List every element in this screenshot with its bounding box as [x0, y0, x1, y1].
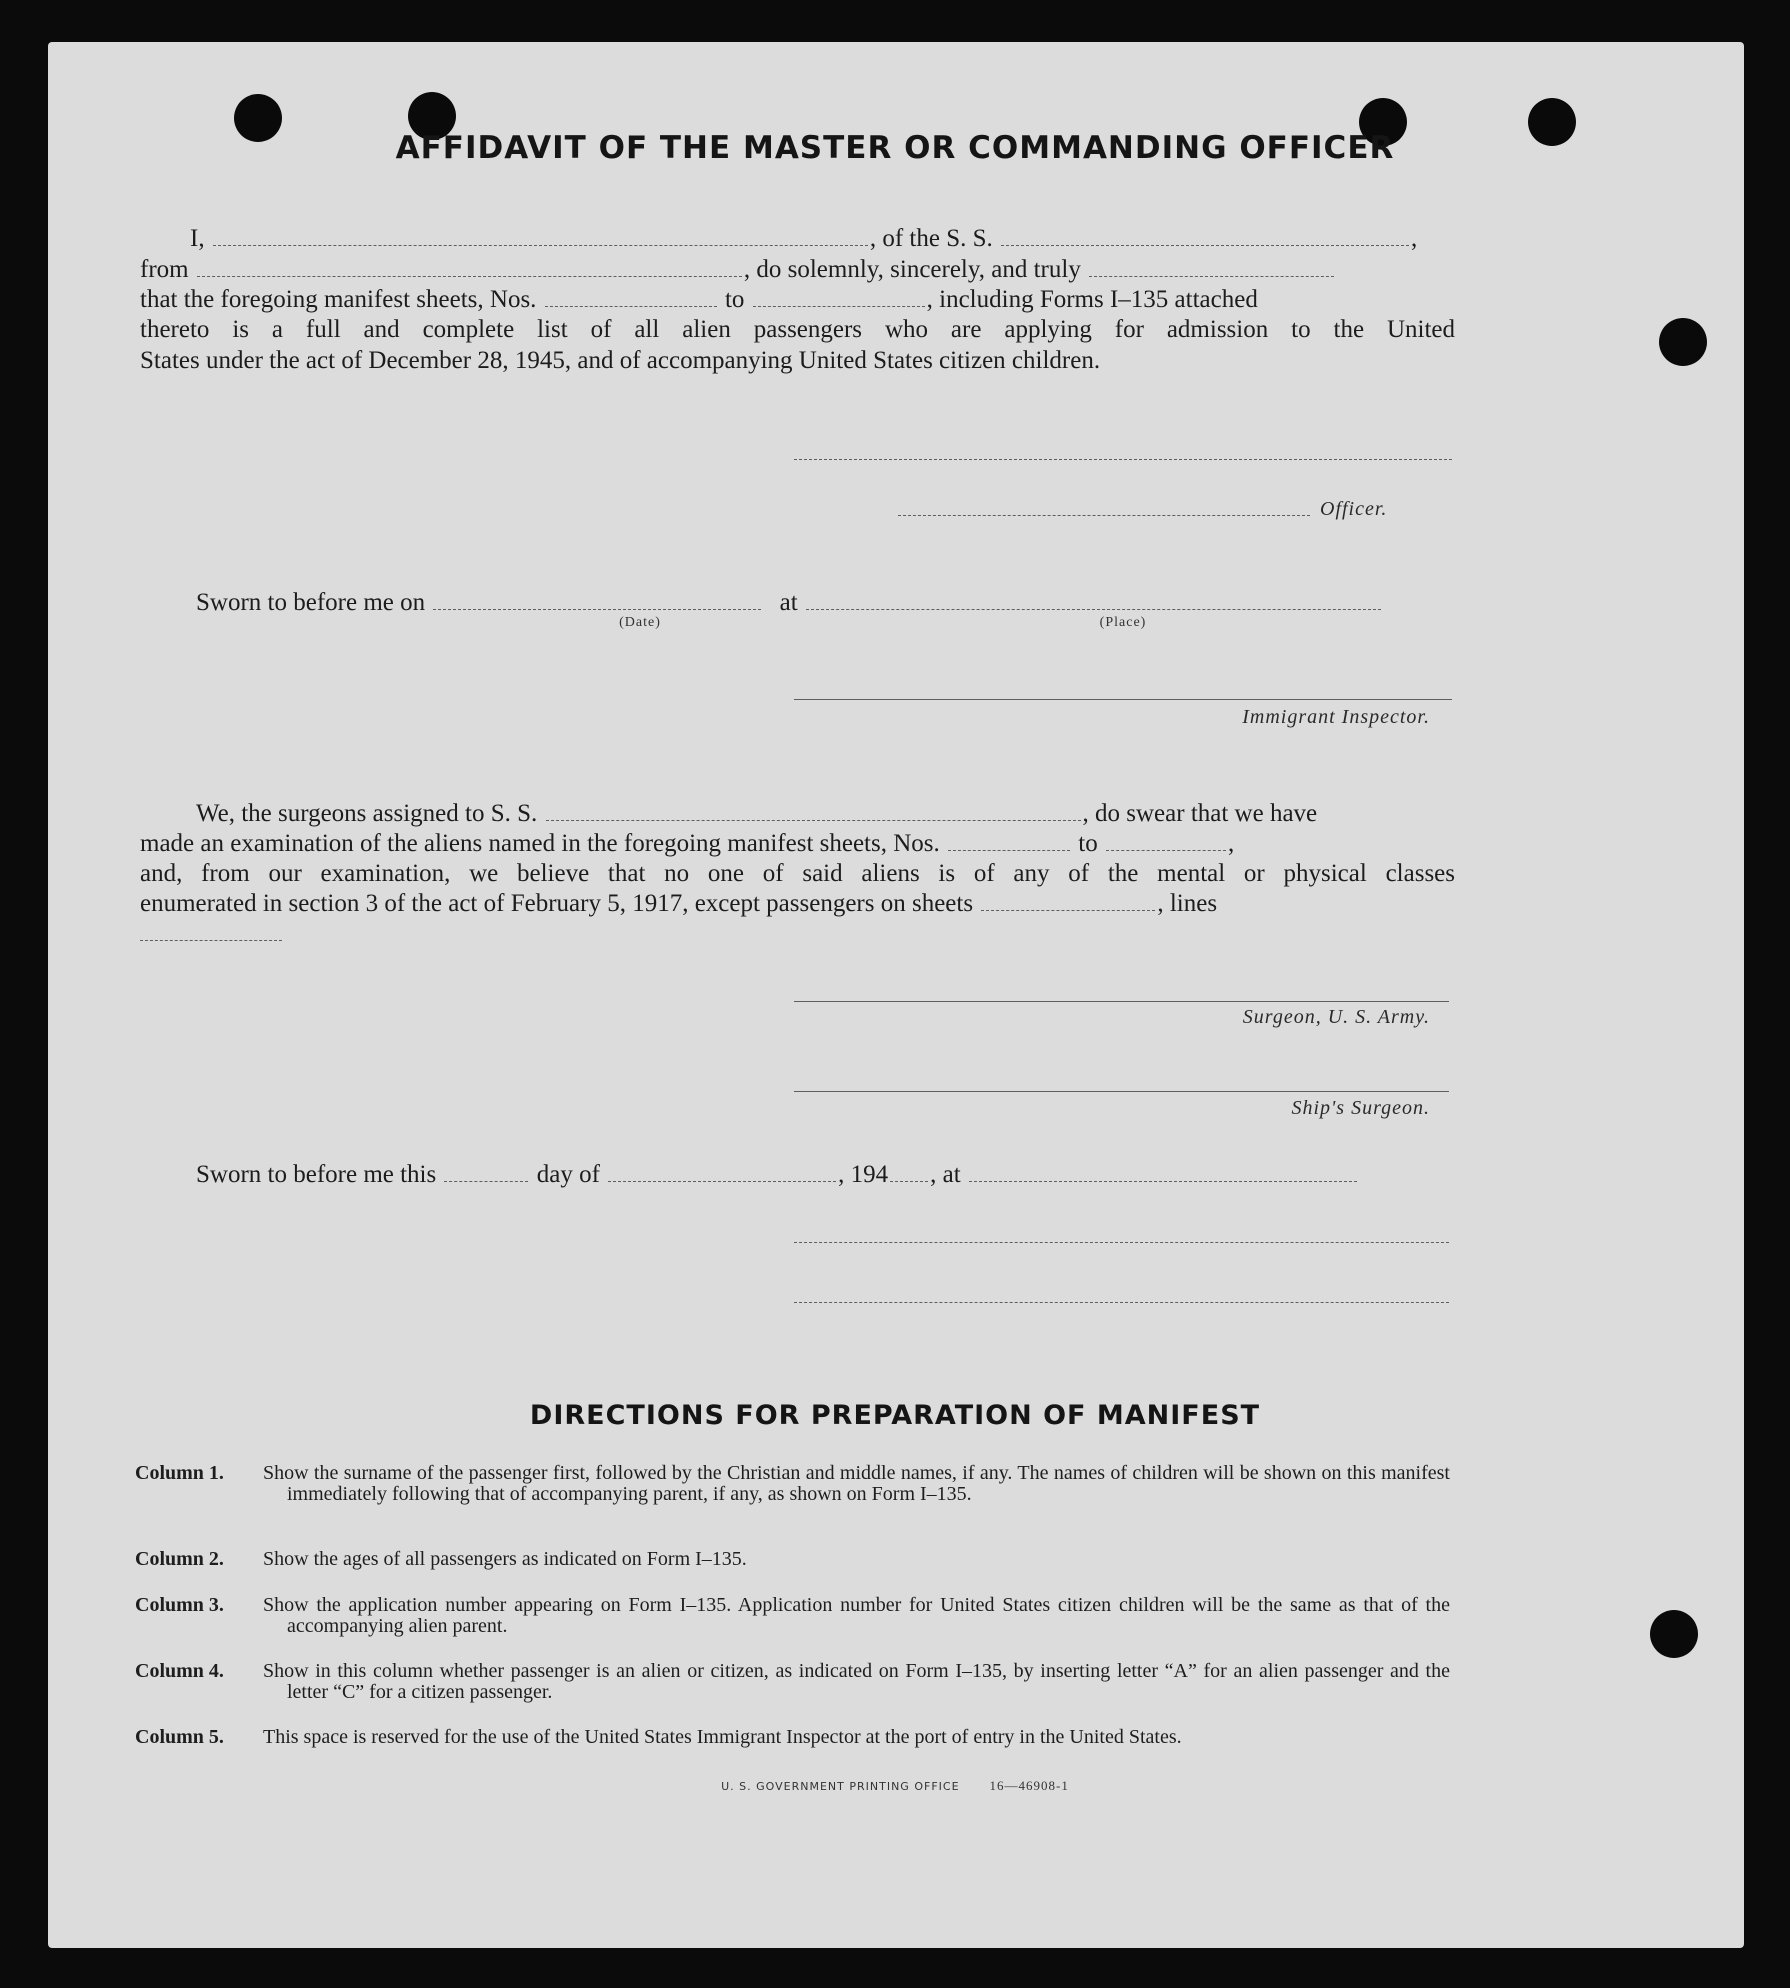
sworn-year-field[interactable] — [890, 1180, 928, 1182]
printer-footer — [0, 1778, 1790, 1794]
master-line-5: States under the act of December 28, 1945, and of accompanying United States citizen children. — [140, 347, 1101, 374]
sworn-place-field[interactable] — [806, 608, 1381, 610]
inspector-signature-line[interactable] — [794, 698, 1452, 700]
master-text: I, — [190, 225, 205, 252]
sheet-to-field[interactable] — [753, 305, 925, 307]
surgeons-text: to — [1078, 830, 1098, 857]
master-text: , do solemnly, sincerely, and truly — [743, 256, 1081, 283]
ship-name-field[interactable] — [1001, 244, 1409, 246]
ships-surgeon-label: Ship's Surgeon. — [1291, 1097, 1430, 1119]
direction-text: Show in this column whether passenger is an alien or citizen, as indicated on Form I–135, by inserting letter “A” for an alien passenger and the letter “C” for a citizen passenger. — [263, 1660, 1450, 1703]
punch-hole — [1659, 318, 1707, 366]
surgeons-text: made an examination of the aliens named in the foregoing manifest sheets, Nos. — [140, 830, 940, 857]
surgeons-sheet-to-field[interactable] — [1106, 849, 1226, 851]
direction-text: Show the ages of all passengers as indicated on Form I–135. — [263, 1548, 747, 1570]
officer-signature-line[interactable] — [794, 458, 1452, 460]
sworn-date-field[interactable] — [433, 608, 761, 610]
master-line-4: thereto is a full and complete list of all alien passengers who are applying for admission to the United — [140, 316, 1455, 343]
affidavit-title: AFFIDAVIT OF THE MASTER OR COMMANDING OFFICER — [395, 130, 1395, 166]
sworn-text: , at — [930, 1161, 961, 1188]
sworn-month-field[interactable] — [608, 1180, 836, 1182]
sworn-text: day of — [536, 1161, 600, 1188]
officer-label: Officer. — [1320, 498, 1388, 520]
surgeons-text: enumerated in section 3 of the act of February 5, 1917, except passengers on sheets — [140, 890, 974, 917]
date-caption: (Date) — [619, 615, 661, 630]
direction-column-label: Column 5. — [135, 1726, 224, 1748]
surgeons-text: , lines — [1157, 890, 1218, 917]
master-text: , of the S. S. — [869, 225, 993, 252]
direction-column-label: Column 2. — [135, 1548, 224, 1570]
sworn-text: Sworn to before me this — [196, 1161, 437, 1188]
direction-text: This space is reserved for the use of the United States Immigrant Inspector at the port of entry in the United States. — [263, 1726, 1182, 1748]
sworn-date-line — [196, 587, 1456, 618]
surgeons-text: We, the surgeons assigned to S. S. — [196, 800, 538, 827]
sworn-at-field[interactable] — [969, 1180, 1357, 1182]
sworn-at: at — [779, 589, 798, 616]
master-line-2 — [140, 254, 1455, 285]
direction-item — [135, 1661, 1450, 1703]
punch-hole — [1650, 1610, 1698, 1658]
master-line-1 — [140, 223, 1455, 254]
sworn-day-line — [196, 1159, 1456, 1190]
sworn-text: , 194 — [838, 1161, 889, 1188]
from-port-field[interactable] — [197, 275, 742, 277]
surgeons-line-3: and, from our examination, we believe that no one of said aliens is of any of the mental or physical classes — [140, 860, 1455, 887]
master-line-3 — [140, 284, 1455, 315]
direction-column-label: Column 3. — [135, 1594, 224, 1616]
master-name-field[interactable] — [213, 244, 868, 246]
ships-surgeon-signature-line[interactable] — [794, 1090, 1449, 1092]
direction-item — [135, 1549, 1450, 1570]
master-text: to — [724, 286, 745, 313]
direction-item — [135, 1727, 1450, 1748]
form-code: 16—46908-1 — [989, 1778, 1069, 1793]
surgeons-text: , do swear that we have — [1082, 800, 1318, 827]
surgeons-sheet-from-field[interactable] — [948, 849, 1070, 851]
direction-text: Show the application number appearing on Form I–135. Application number for United States citizen children will be the same as that of the accompanying alien parent. — [263, 1594, 1450, 1637]
master-text: , including Forms I–135 attached — [926, 286, 1258, 313]
except-sheets-field[interactable] — [981, 909, 1155, 911]
surgeons-text: , — [1227, 830, 1235, 857]
master-text: , — [1411, 225, 1418, 252]
place-caption: (Place) — [1099, 615, 1147, 630]
surgeons-line-1 — [140, 798, 1455, 829]
sworn-text: Sworn to before me on — [196, 589, 426, 616]
inspector-label: Immigrant Inspector. — [1242, 706, 1430, 728]
sheet-from-field[interactable] — [545, 305, 717, 307]
direction-column-label: Column 4. — [135, 1660, 224, 1682]
army-surgeon-signature-line[interactable] — [794, 1000, 1449, 1002]
printer-name: U. S. GOVERNMENT PRINTING OFFICE — [721, 1780, 960, 1793]
oath-type-field[interactable] — [1089, 275, 1334, 277]
surgeons-line-2 — [140, 828, 1455, 859]
direction-item — [135, 1463, 1450, 1505]
except-lines-field[interactable] — [140, 939, 282, 941]
direction-column-label: Column 1. — [135, 1462, 224, 1484]
army-surgeon-label: Surgeon, U. S. Army. — [1242, 1006, 1430, 1028]
surgeons-line-4 — [140, 888, 1455, 919]
directions-title: DIRECTIONS FOR PREPARATION OF MANIFEST — [529, 1400, 1261, 1431]
surgeons-ship-field[interactable] — [546, 819, 1081, 821]
direction-text: Show the surname of the passenger first, followed by the Christian and middle names, if any. The names of children will be shown on this manifest immediately following that of accompanying parent, if any, as shown on Form I–135. — [263, 1462, 1450, 1505]
officer-title-line[interactable] — [898, 514, 1310, 516]
signature-line[interactable] — [794, 1301, 1449, 1303]
sworn-day-field[interactable] — [444, 1180, 528, 1182]
master-text: that the foregoing manifest sheets, Nos. — [140, 286, 537, 313]
signature-line[interactable] — [794, 1241, 1449, 1243]
master-text: from — [140, 256, 189, 283]
direction-item — [135, 1595, 1450, 1637]
